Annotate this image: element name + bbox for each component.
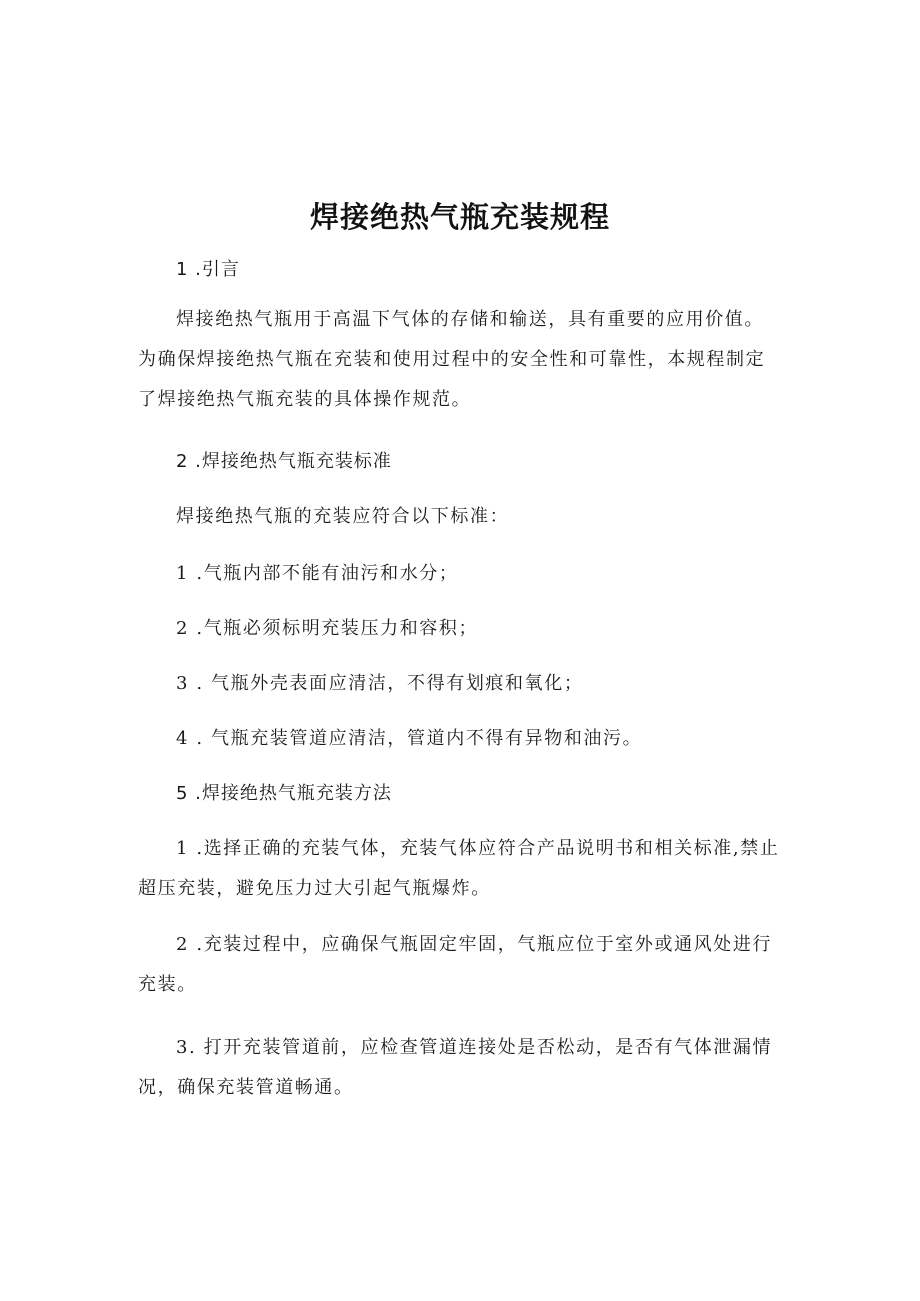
section-heading-standards: 2 .焊接绝热气瓶充装标准 [176, 451, 392, 472]
intro-paragraph-line-2: 为确保焊接绝热气瓶在充装和使用过程中的安全性和可靠性，本规程制定 [138, 349, 766, 370]
method-item-3-line-2: 况，确保充装管道畅通。 [138, 1077, 354, 1098]
intro-paragraph-line-1: 焊接绝热气瓶用于高温下气体的存储和输送，具有重要的应用价值。 [176, 309, 764, 330]
method-item-3-line-1: 3. 打开充装管道前，应检查管道连接处是否松动，是否有气体泄漏情 [176, 1037, 773, 1058]
standards-intro-line: 焊接绝热气瓶的充装应符合以下标准： [176, 506, 510, 527]
method-item-1-line-1: 1 .选择正确的充装气体，充装气体应符合产品说明书和相关标准,禁止 [176, 838, 780, 859]
method-item-2-line-2: 充装。 [138, 974, 197, 995]
standard-item-1: 1 .气瓶内部不能有油污和水分； [176, 563, 459, 584]
standard-item-2: 2 .气瓶必须标明充装压力和容积； [176, 618, 479, 639]
document-title: 焊接绝热气瓶充装规程 [309, 200, 610, 234]
section-heading-introduction: 1 .引言 [176, 259, 240, 280]
standard-item-4: 4 . 气瓶充装管道应清洁，管道内不得有异物和油污。 [176, 728, 643, 749]
intro-paragraph-line-3: 了焊接绝热气瓶充装的具体操作规范。 [138, 389, 472, 410]
method-item-1-line-2: 超压充装，避免压力过大引起气瓶爆炸。 [138, 878, 491, 899]
standard-item-3: 3 . 气瓶外壳表面应清洁，不得有划痕和氧化； [176, 673, 584, 694]
section-heading-method: 5 .焊接绝热气瓶充装方法 [176, 783, 392, 804]
method-item-2-line-1: 2 .充装过程中，应确保气瓶固定牢固，气瓶应位于室外或通风处进行 [176, 934, 773, 955]
